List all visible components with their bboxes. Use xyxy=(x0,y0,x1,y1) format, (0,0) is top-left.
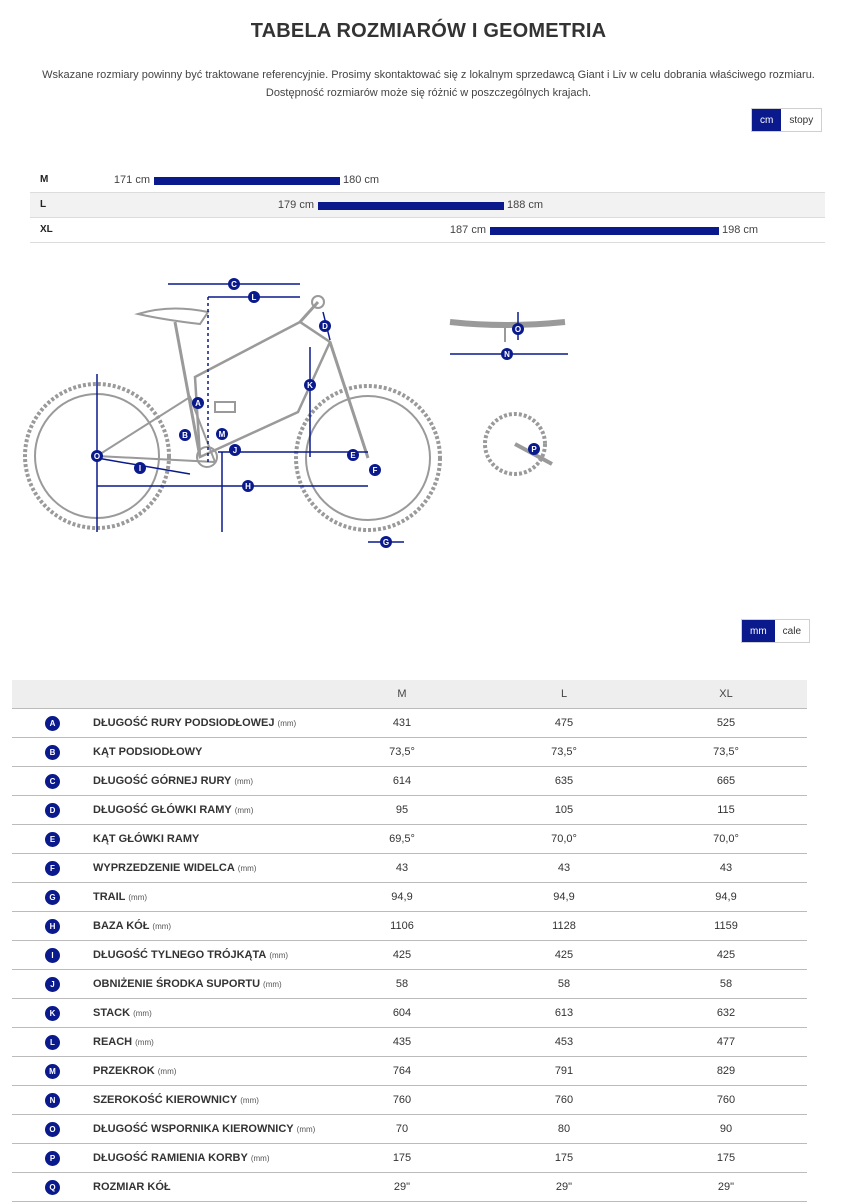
parameter-name: TRAIL xyxy=(93,891,126,903)
table-row xyxy=(12,1173,807,1202)
value-cell-xl: 632 xyxy=(645,999,807,1028)
height-unit-toggle xyxy=(751,108,822,132)
parameter-name: PRZEKROK xyxy=(93,1065,155,1077)
bike-geometry-diagram xyxy=(0,262,600,562)
value-cell-xl: 829 xyxy=(645,1057,807,1086)
intro-line-1: Wskazane rozmiary powinny być traktowane referencyjnie. Prosimy skontaktować się z lokalnym sprzedawcą Giant i Liv w celu dobrania właściwego rozmiaru. xyxy=(42,69,815,81)
size-max: 198 cm xyxy=(722,224,759,236)
parameter-name: REACH xyxy=(93,1036,133,1048)
parameter-unit: (mm) xyxy=(240,1096,259,1105)
table-row xyxy=(12,1028,807,1057)
diagram-label-k xyxy=(304,379,316,391)
diagram-label-b xyxy=(179,429,191,441)
parameter-name: BAZA KÓŁ xyxy=(93,920,150,932)
row-code-badge: Q xyxy=(45,1180,60,1195)
row-code-badge: C xyxy=(45,774,60,789)
value-cell-m: 175 xyxy=(321,1144,483,1173)
value-cell-l: 58 xyxy=(483,970,645,999)
parameter-unit: (mm) xyxy=(234,806,254,815)
row-code-cell xyxy=(12,1086,92,1115)
svg-text:H: H xyxy=(245,482,251,491)
parameter-unit: (mm) xyxy=(135,1038,154,1047)
value-cell-xl: 29" xyxy=(645,1173,807,1202)
unit-cm-button[interactable]: cm xyxy=(752,109,781,131)
value-cell-l: 760 xyxy=(483,1086,645,1115)
row-code-cell xyxy=(12,1173,92,1202)
value-cell-xl: 1159 xyxy=(645,912,807,941)
svg-text:F: F xyxy=(372,466,378,475)
stem xyxy=(300,302,318,322)
size-label: L xyxy=(40,199,47,210)
value-cell-l: 635 xyxy=(483,767,645,796)
row-code-cell xyxy=(12,854,92,883)
value-cell-l: 73,5° xyxy=(483,738,645,767)
diagram-label-l xyxy=(248,291,260,303)
table-row xyxy=(12,1057,807,1086)
diagram-label-d xyxy=(319,320,331,332)
svg-text:E: E xyxy=(350,451,356,460)
row-parameter-cell xyxy=(92,941,321,970)
row-code-badge: F xyxy=(45,861,60,876)
svg-text:P: P xyxy=(531,445,537,454)
svg-text:K: K xyxy=(307,381,313,390)
row-parameter-cell xyxy=(92,1115,321,1144)
size-min: 179 cm xyxy=(277,199,314,211)
table-row xyxy=(12,709,807,738)
parameter-unit: (mm) xyxy=(263,980,282,989)
table-row xyxy=(12,767,807,796)
value-cell-xl: 58 xyxy=(645,970,807,999)
value-cell-xl: 73,5° xyxy=(645,738,807,767)
parameter-unit: (mm) xyxy=(296,1125,316,1134)
diagram-label-g xyxy=(380,536,392,548)
value-cell-l: 1128 xyxy=(483,912,645,941)
geometry-table xyxy=(12,680,807,1202)
table-row xyxy=(12,999,807,1028)
table-row xyxy=(12,970,807,999)
value-cell-xl: 43 xyxy=(645,854,807,883)
table-row xyxy=(12,912,807,941)
row-code-badge: K xyxy=(45,1006,60,1021)
size-range-bar xyxy=(318,202,504,210)
row-parameter-cell xyxy=(92,854,321,883)
svg-text:G: G xyxy=(382,538,390,547)
parameter-name: STACK xyxy=(93,1007,131,1019)
diagram-label-h xyxy=(242,480,254,492)
value-cell-m: 43 xyxy=(321,854,483,883)
parameter-name: ROZMIAR KÓŁ xyxy=(93,1181,171,1193)
unit-feet-button[interactable]: stopy xyxy=(789,114,814,126)
diagram-label-o-rear xyxy=(91,450,103,462)
row-parameter-cell xyxy=(92,970,321,999)
svg-text:O: O xyxy=(93,452,101,461)
row-parameter-cell xyxy=(92,883,321,912)
value-cell-xl: 175 xyxy=(645,1144,807,1173)
svg-text:N: N xyxy=(504,350,510,359)
parameter-name: KĄT PODSIODŁOWY xyxy=(93,746,203,758)
parameter-unit: (mm) xyxy=(250,1154,270,1163)
value-cell-xl: 760 xyxy=(645,1086,807,1115)
value-cell-m: 73,5° xyxy=(321,738,483,767)
value-cell-xl: 477 xyxy=(645,1028,807,1057)
value-cell-l: 453 xyxy=(483,1028,645,1057)
value-cell-m: 70 xyxy=(321,1115,483,1144)
row-code-badge: M xyxy=(45,1064,60,1079)
row-parameter-cell xyxy=(92,767,321,796)
svg-text:J: J xyxy=(232,446,238,455)
value-cell-m: 94,9 xyxy=(321,883,483,912)
value-cell-m: 29" xyxy=(321,1173,483,1202)
row-code-cell xyxy=(12,1057,92,1086)
parameter-unit: (mm) xyxy=(128,893,148,902)
value-cell-m: 69,5° xyxy=(321,825,483,854)
parameter-unit: (mm) xyxy=(277,719,297,728)
value-cell-xl: 90 xyxy=(645,1115,807,1144)
row-parameter-cell xyxy=(92,1028,321,1057)
header-code xyxy=(12,680,92,709)
parameter-unit: (mm) xyxy=(152,922,172,931)
diagram-label-f xyxy=(369,464,381,476)
value-cell-xl: 94,9 xyxy=(645,883,807,912)
header-size-l: L xyxy=(483,680,645,709)
value-cell-m: 425 xyxy=(321,941,483,970)
size-row-m xyxy=(30,168,825,193)
fork xyxy=(330,342,368,458)
row-code-badge: A xyxy=(45,716,60,731)
svg-text:I: I xyxy=(138,464,142,473)
unit-inch-button[interactable]: cale xyxy=(782,625,802,637)
value-cell-xl: 525 xyxy=(645,709,807,738)
row-code-cell xyxy=(12,767,92,796)
value-cell-m: 58 xyxy=(321,970,483,999)
value-cell-m: 1106 xyxy=(321,912,483,941)
size-max: 188 cm xyxy=(507,199,544,211)
diagram-label-m xyxy=(216,428,228,440)
row-code-cell xyxy=(12,1115,92,1144)
parameter-unit: (mm) xyxy=(157,1067,177,1076)
table-row xyxy=(12,941,807,970)
row-parameter-cell xyxy=(92,999,321,1028)
value-cell-l: 80 xyxy=(483,1115,645,1144)
header-size-xl: XL xyxy=(645,680,807,709)
parameter-unit: (mm) xyxy=(133,1009,152,1018)
size-label: M xyxy=(40,174,49,185)
shock xyxy=(215,402,235,412)
parameter-name: DŁUGOŚĆ WSPORNIKA KIEROWNICY xyxy=(93,1123,294,1135)
svg-text:A: A xyxy=(195,399,201,408)
parameter-name: DŁUGOŚĆ RURY PODSIODŁOWEJ xyxy=(93,717,275,729)
value-cell-m: 764 xyxy=(321,1057,483,1086)
value-cell-xl: 425 xyxy=(645,941,807,970)
table-row xyxy=(12,1144,807,1173)
saddle xyxy=(138,308,208,324)
geometry-unit-toggle xyxy=(741,619,810,643)
table-row xyxy=(12,1115,807,1144)
row-parameter-cell xyxy=(92,1057,321,1086)
intro-text xyxy=(20,66,837,102)
row-parameter-cell xyxy=(92,1086,321,1115)
geometry-table-body xyxy=(12,709,807,1202)
value-cell-l: 43 xyxy=(483,854,645,883)
row-code-cell xyxy=(12,825,92,854)
value-cell-m: 604 xyxy=(321,999,483,1028)
row-code-cell xyxy=(12,796,92,825)
row-parameter-cell xyxy=(92,738,321,767)
row-code-cell xyxy=(12,709,92,738)
row-code-badge: D xyxy=(45,803,60,818)
row-code-cell xyxy=(12,738,92,767)
table-row xyxy=(12,1086,807,1115)
svg-text:D: D xyxy=(322,322,328,331)
parameter-name: WYPRZEDZENIE WIDELCA xyxy=(93,862,235,874)
value-cell-l: 94,9 xyxy=(483,883,645,912)
row-code-cell xyxy=(12,941,92,970)
diagram-label-n xyxy=(501,348,513,360)
value-cell-l: 105 xyxy=(483,796,645,825)
size-range-bar xyxy=(490,227,719,235)
row-parameter-cell xyxy=(92,1144,321,1173)
diagram-label-p xyxy=(528,443,540,455)
value-cell-l: 791 xyxy=(483,1057,645,1086)
table-row xyxy=(12,738,807,767)
header-size-m: M xyxy=(321,680,483,709)
svg-text:M: M xyxy=(218,430,226,439)
row-parameter-cell xyxy=(92,1173,321,1202)
value-cell-xl: 70,0° xyxy=(645,825,807,854)
value-cell-m: 760 xyxy=(321,1086,483,1115)
diagram-label-c xyxy=(228,278,240,290)
page-title: TABELA ROZMIARÓW I GEOMETRIA xyxy=(250,20,607,42)
value-cell-l: 425 xyxy=(483,941,645,970)
row-code-badge: I xyxy=(45,948,60,963)
intro-line-2: Dostępność rozmiarów może się różnić w poszczególnych krajach. xyxy=(265,87,592,99)
parameter-name: DŁUGOŚĆ RAMIENIA KORBY xyxy=(93,1152,248,1164)
value-cell-m: 614 xyxy=(321,767,483,796)
header-parameter xyxy=(92,680,321,709)
size-row-xl xyxy=(30,218,825,243)
table-row xyxy=(12,854,807,883)
row-parameter-cell xyxy=(92,709,321,738)
svg-text:L: L xyxy=(251,293,257,302)
row-code-cell xyxy=(12,912,92,941)
diagram-label-e xyxy=(347,449,359,461)
row-code-badge: H xyxy=(45,919,60,934)
row-code-badge: O xyxy=(45,1122,60,1137)
row-code-cell xyxy=(12,1028,92,1057)
size-min: 187 cm xyxy=(449,224,486,236)
size-max: 180 cm xyxy=(343,174,380,186)
value-cell-l: 70,0° xyxy=(483,825,645,854)
parameter-unit: (mm) xyxy=(269,951,289,960)
size-label: XL xyxy=(40,224,53,235)
row-code-badge: L xyxy=(45,1035,60,1050)
diagram-label-i xyxy=(134,462,146,474)
value-cell-m: 431 xyxy=(321,709,483,738)
size-min: 171 cm xyxy=(113,174,150,186)
parameter-unit: (mm) xyxy=(237,864,257,873)
row-code-badge: G xyxy=(45,890,60,905)
parameter-name: KĄT GŁÓWKI RAMY xyxy=(93,833,200,845)
table-row xyxy=(12,825,807,854)
value-cell-l: 29" xyxy=(483,1173,645,1202)
row-parameter-cell xyxy=(92,912,321,941)
parameter-name: DŁUGOŚĆ GÓRNEJ RURY xyxy=(93,775,232,787)
size-row-l xyxy=(30,193,825,218)
parameter-name: DŁUGOŚĆ GŁÓWKI RAMY xyxy=(93,804,232,816)
parameter-name: SZEROKOŚĆ KIEROWNICY xyxy=(93,1094,238,1106)
svg-text:O: O xyxy=(514,325,522,334)
row-code-badge: J xyxy=(45,977,60,992)
unit-mm-button[interactable]: mm xyxy=(742,620,775,642)
table-row xyxy=(12,883,807,912)
value-cell-l: 175 xyxy=(483,1144,645,1173)
row-parameter-cell xyxy=(92,796,321,825)
row-code-badge: B xyxy=(45,745,60,760)
table-header-row xyxy=(12,680,807,709)
parameter-name: DŁUGOŚĆ TYLNEGO TRÓJKĄTA xyxy=(93,949,267,961)
diagram-label-o xyxy=(512,323,524,335)
size-range-bar xyxy=(154,177,340,185)
diagram-label-j xyxy=(229,444,241,456)
svg-text:C: C xyxy=(231,280,237,289)
row-parameter-cell xyxy=(92,825,321,854)
row-code-badge: P xyxy=(45,1151,60,1166)
svg-text:B: B xyxy=(182,431,188,440)
value-cell-l: 475 xyxy=(483,709,645,738)
row-code-cell xyxy=(12,970,92,999)
row-code-badge: N xyxy=(45,1093,60,1108)
parameter-unit: (mm) xyxy=(234,777,253,786)
table-row xyxy=(12,796,807,825)
row-code-cell xyxy=(12,999,92,1028)
value-cell-l: 613 xyxy=(483,999,645,1028)
diagram-label-a xyxy=(192,397,204,409)
value-cell-m: 435 xyxy=(321,1028,483,1057)
row-code-badge: E xyxy=(45,832,60,847)
value-cell-xl: 665 xyxy=(645,767,807,796)
parameter-name: OBNIŻENIE ŚRODKA SUPORTU xyxy=(93,978,261,990)
row-code-cell xyxy=(12,1144,92,1173)
row-code-cell xyxy=(12,883,92,912)
value-cell-xl: 115 xyxy=(645,796,807,825)
value-cell-m: 95 xyxy=(321,796,483,825)
handlebar xyxy=(450,322,565,325)
